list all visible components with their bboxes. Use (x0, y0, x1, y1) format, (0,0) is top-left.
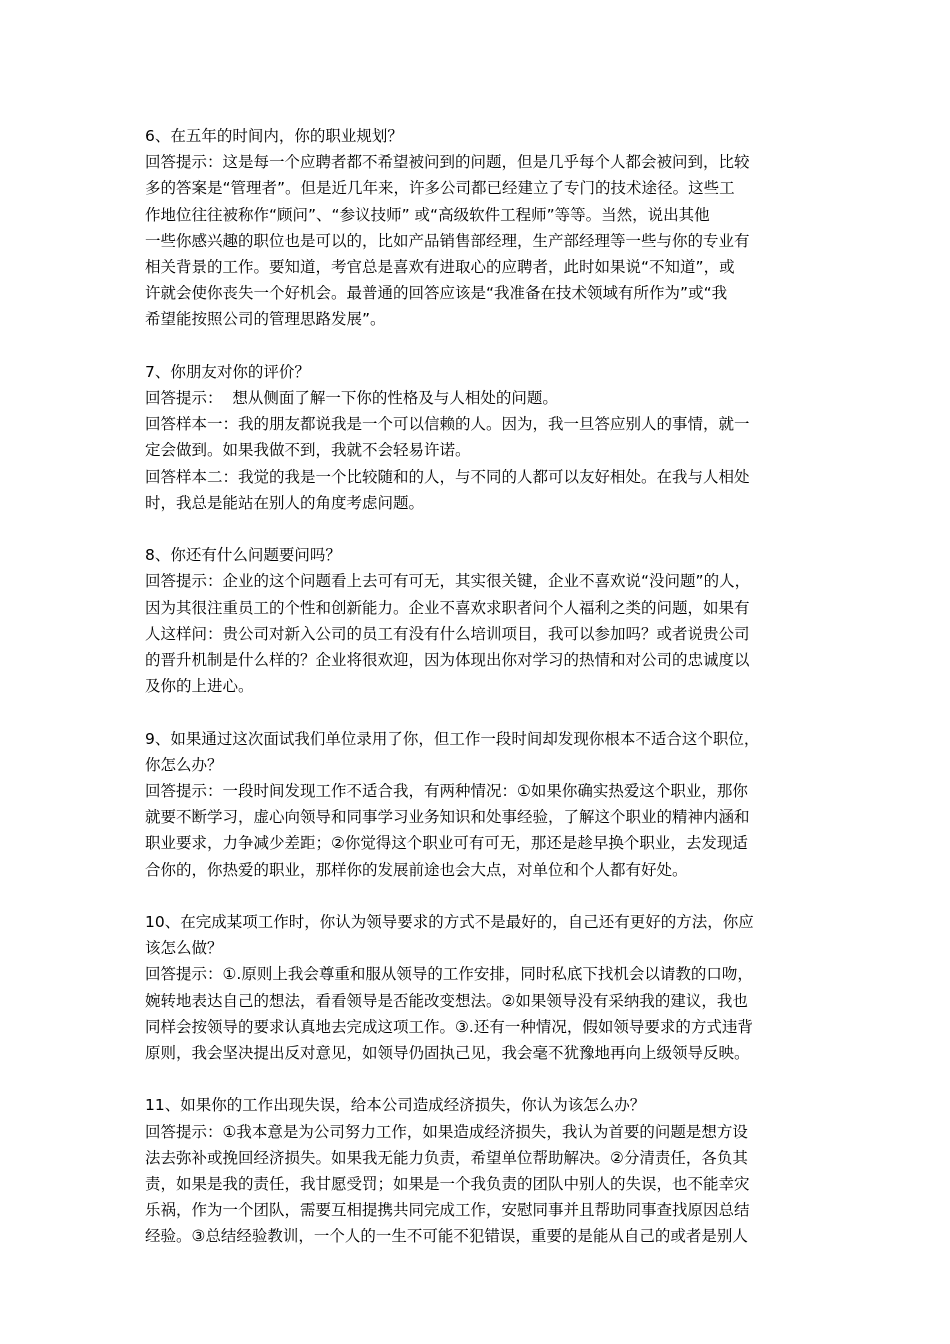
answer-text: 的晋升机制是什么样的？企业将很欢迎，因为体现出你对学习的热情和对公司的忠诚度以 (145, 651, 750, 670)
answer-text: 回答样本一：我的朋友都说我是一个可以信赖的人。因为，我一旦答应别人的事情，就一 (145, 415, 750, 434)
question-heading: 10、在完成某项工作时，你认为领导要求的方式不是最好的，自己还有更好的方法，你应 (145, 913, 754, 932)
answer-text: 回答提示：这是每一个应聘者都不希望被问到的问题，但是几乎每个人都会被问到，比较 (145, 153, 750, 172)
answer-text: 回答提示：一段时间发现工作不适合我，有两种情况：①如果你确实热爱这个职业，那你 (145, 782, 748, 801)
question-heading: 你怎么办？ (145, 755, 223, 774)
answer-text: 多的答案是“管理者”。但是近几年来，许多公司都已经建立了专门的技术途径。这些工 (145, 179, 735, 198)
answer-text: 作地位往往被称作“顾问”、“参议技师” 或“高级软件工程师”等等。当然，说出其他 (145, 205, 710, 224)
answer-text: 责，如果是我的责任，我甘愿受罚；如果是一个我负责的团队中别人的失误，也不能幸灾 (145, 1175, 750, 1194)
question-6 (145, 123, 815, 333)
answer-text: 希望能按照公司的管理思路发展”。 (145, 310, 386, 329)
answer-text: 经验。③总结经验教训，一个人的一生不可能不犯错误，重要的是能从自己的或者是别人 (145, 1227, 748, 1246)
answer-text: 法去弥补或挽回经济损失。如果我无能力负责，希望单位帮助解决。②分清责任，各负其 (145, 1148, 748, 1167)
answer-text: 就要不断学习，虚心向领导和同事学习业务知识和处事经验，了解这个职业的精神内涵和 (145, 808, 750, 827)
answer-text: 职业要求，力争减少差距；②你觉得这个职业可有可无，那还是趁早换个职业，去发现适 (145, 834, 748, 853)
question-7 (145, 359, 815, 516)
document-page (145, 123, 815, 1276)
answer-text: 乐祸，作为一个团队，需要互相提携共同完成工作，安慰同事并且帮助同事查找原因总结 (145, 1201, 750, 1220)
question-9 (145, 726, 815, 883)
answer-text: 一些你感兴趣的职位也是可以的，比如产品销售部经理，生产部经理等一些与你的专业有 (145, 231, 750, 250)
answer-text: 同样会按领导的要求认真地去完成这项工作。③.还有一种情况，假如领导要求的方式违背 (145, 1017, 753, 1036)
answer-text: 及你的上进心。 (145, 677, 254, 696)
answer-text: 合你的，你热爱的职业，那样你的发展前途也会大点，对单位和个人都有好处。 (145, 860, 688, 879)
answer-text: 婉转地表达自己的想法，看看领导是否能改变想法。②如果领导没有采纳我的建议，我也 (145, 991, 748, 1010)
question-heading: 9、如果通过这次面试我们单位录用了你，但工作一段时间却发现你根本不适合这个职位， (145, 729, 760, 748)
answer-text: 定会做到。如果我做不到，我就不会轻易许诺。 (145, 441, 471, 460)
question-heading: 该怎么做？ (145, 939, 223, 958)
question-heading: 6、在五年的时间内，你的职业规划？ (145, 127, 403, 145)
answer-text: 回答样本二：我觉的我是一个比较随和的人，与不同的人都可以友好相处。在我与人相处 (145, 467, 750, 486)
answer-text: 许就会使你丧失一个好机会。最普通的回答应该是“我准备在技术领域有所作为”或“我 (145, 284, 728, 303)
answer-text: 回答提示：企业的这个问题看上去可有可无，其实很关键，企业不喜欢说“没问题”的人， (145, 572, 751, 591)
answer-text: 人这样问：贵公司对新入公司的员工有没有什么培训项目，我可以参加吗？或者说贵公司 (145, 624, 750, 643)
answer-text: 原则，我会坚决提出反对意见，如领导仍固执己见，我会毫不犹豫地再向上级领导反映。 (145, 1044, 750, 1063)
answer-text: 相关背景的工作。要知道，考官总是喜欢有进取心的应聘者，此时如果说“不知道”，或 (145, 258, 735, 277)
question-heading: 8、你还有什么问题要问吗？ (145, 546, 341, 565)
question-8 (145, 542, 815, 699)
question-heading: 11、如果你的工作出现失误，给本公司造成经济损失，你认为该怎么办？ (145, 1096, 646, 1115)
question-10 (145, 909, 815, 1066)
answer-text: 因为其很注重员工的个性和创新能力。企业不喜欢求职者问个人福利之类的问题，如果有 (145, 598, 750, 617)
answer-text: 时，我总是能站在别人的角度考虑问题。 (145, 493, 425, 512)
answer-text: 回答提示：①我本意是为公司努力工作，如果造成经济损失，我认为首要的问题是想方设 (145, 1122, 748, 1141)
question-heading: 7、你朋友对你的评价？ (145, 362, 310, 381)
answer-text: 回答提示：①.原则上我会尊重和服从领导的工作安排，同时私底下找机会以请教的口吻， (145, 965, 753, 984)
question-11 (145, 1092, 815, 1249)
answer-text: 回答提示： 想从侧面了解一下你的性格及与人相处的问题。 (145, 389, 558, 408)
